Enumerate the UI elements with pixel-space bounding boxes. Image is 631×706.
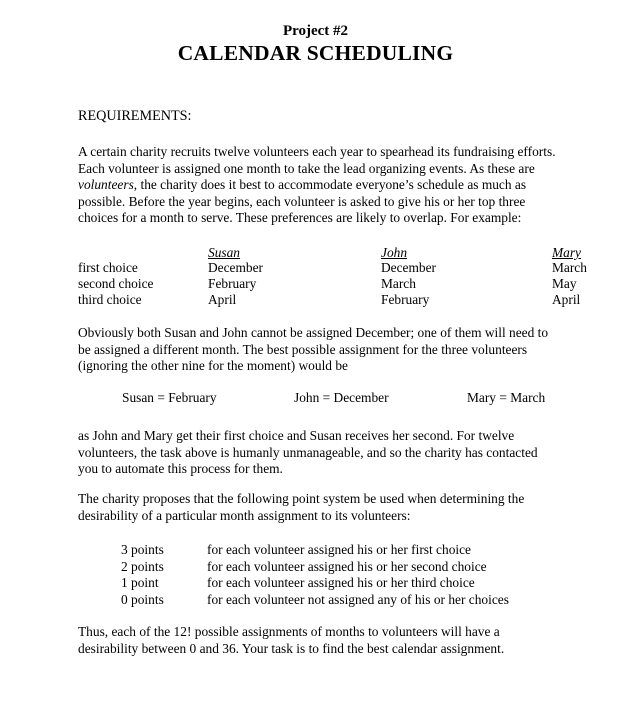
points-description: for each volunteer assigned his or her first choice xyxy=(207,542,471,557)
paragraph-line: you to automate this process for them. xyxy=(78,461,283,476)
preference-table xyxy=(78,245,598,309)
points-value: 2 points xyxy=(121,558,164,574)
paragraph-line: as John and Mary get their first choice and Susan receives her second. For twelve xyxy=(78,428,515,443)
table-cell: April xyxy=(208,292,237,307)
points-list xyxy=(121,542,571,608)
project-number: Project #2 xyxy=(282,23,349,39)
points-value: 3 points xyxy=(121,542,164,557)
assignment-mary: Mary = March xyxy=(467,390,546,405)
table-cell: March xyxy=(381,276,416,291)
column-header-john: John xyxy=(381,245,408,260)
paragraph-line xyxy=(78,177,608,194)
list-item xyxy=(121,592,571,609)
list-item xyxy=(121,575,571,592)
paragraph-line: Each volunteer is assigned one month to take the lead organizing events. As these are xyxy=(78,160,535,176)
conflict-paragraph xyxy=(78,325,608,375)
table-cell: February xyxy=(208,276,257,291)
list-item xyxy=(121,559,571,576)
paragraph-line: possible. Before the year begins, each volunteer is asked to give his or her top three xyxy=(78,193,526,209)
column-header-susan: Susan xyxy=(208,245,240,260)
points-value: 0 points xyxy=(121,591,164,607)
column-header-mary: Mary xyxy=(552,245,582,260)
paragraph-line: Obviously both Susan and John cannot be assigned December; one of them will need to xyxy=(78,325,549,340)
table-cell: March xyxy=(552,260,587,275)
assignment-john: John = December xyxy=(294,390,389,405)
points-description: for each volunteer assigned his or her second choice xyxy=(207,558,487,574)
row-label: second choice xyxy=(78,276,154,291)
list-item xyxy=(121,542,571,559)
assignment-susan: Susan = February xyxy=(122,390,217,405)
points-description: for each volunteer assigned his or her third choice xyxy=(207,575,475,590)
conclusion-paragraph xyxy=(78,624,608,657)
points-value: 1 point xyxy=(121,575,159,590)
paragraph-line: A certain charity recruits twelve volunteers each year to spearhead its fundraising efforts. xyxy=(78,144,556,159)
point-system-intro xyxy=(78,491,608,524)
table-cell: April xyxy=(552,292,581,307)
table-cell: February xyxy=(381,292,430,307)
paragraph-line: desirability between 0 and 36. Your task is to find the best calendar assignment. xyxy=(78,640,505,656)
table-cell: May xyxy=(552,276,577,291)
intro-paragraph xyxy=(78,144,608,227)
page-title: CALENDAR SCHEDULING xyxy=(177,41,454,65)
points-description: for each volunteer not assigned any of his or her choices xyxy=(207,591,509,607)
row-label: third choice xyxy=(78,292,142,307)
paragraph-line: Thus, each of the 12! possible assignments of months to volunteers will have a xyxy=(78,624,500,639)
paragraph-line: be assigned a different month. The best possible assignment for the three volunteers xyxy=(78,341,528,357)
row-label: first choice xyxy=(78,260,138,275)
paragraph-line: (ignoring the other nine for the moment) would be xyxy=(78,358,348,373)
paragraph-line: choices for a month to serve. These preferences are likely to overlap. For example: xyxy=(78,210,522,225)
table-cell: December xyxy=(381,260,437,275)
paragraph-line: desirability of a particular month assignment to its volunteers: xyxy=(78,507,411,523)
paragraph-text: , the charity does it best to accommodate everyone’s schedule as much as xyxy=(133,177,527,192)
paragraph-line: The charity proposes that the following point system be used when determining the xyxy=(78,491,525,506)
emphasis-volunteers: volunteers xyxy=(78,177,134,192)
table-cell: December xyxy=(208,260,264,275)
explanation-paragraph xyxy=(78,428,608,478)
paragraph-line: volunteers, the task above is humanly unmanageable, and so the charity has contacted xyxy=(78,444,538,460)
requirements-heading: REQUIREMENTS: xyxy=(78,108,192,124)
